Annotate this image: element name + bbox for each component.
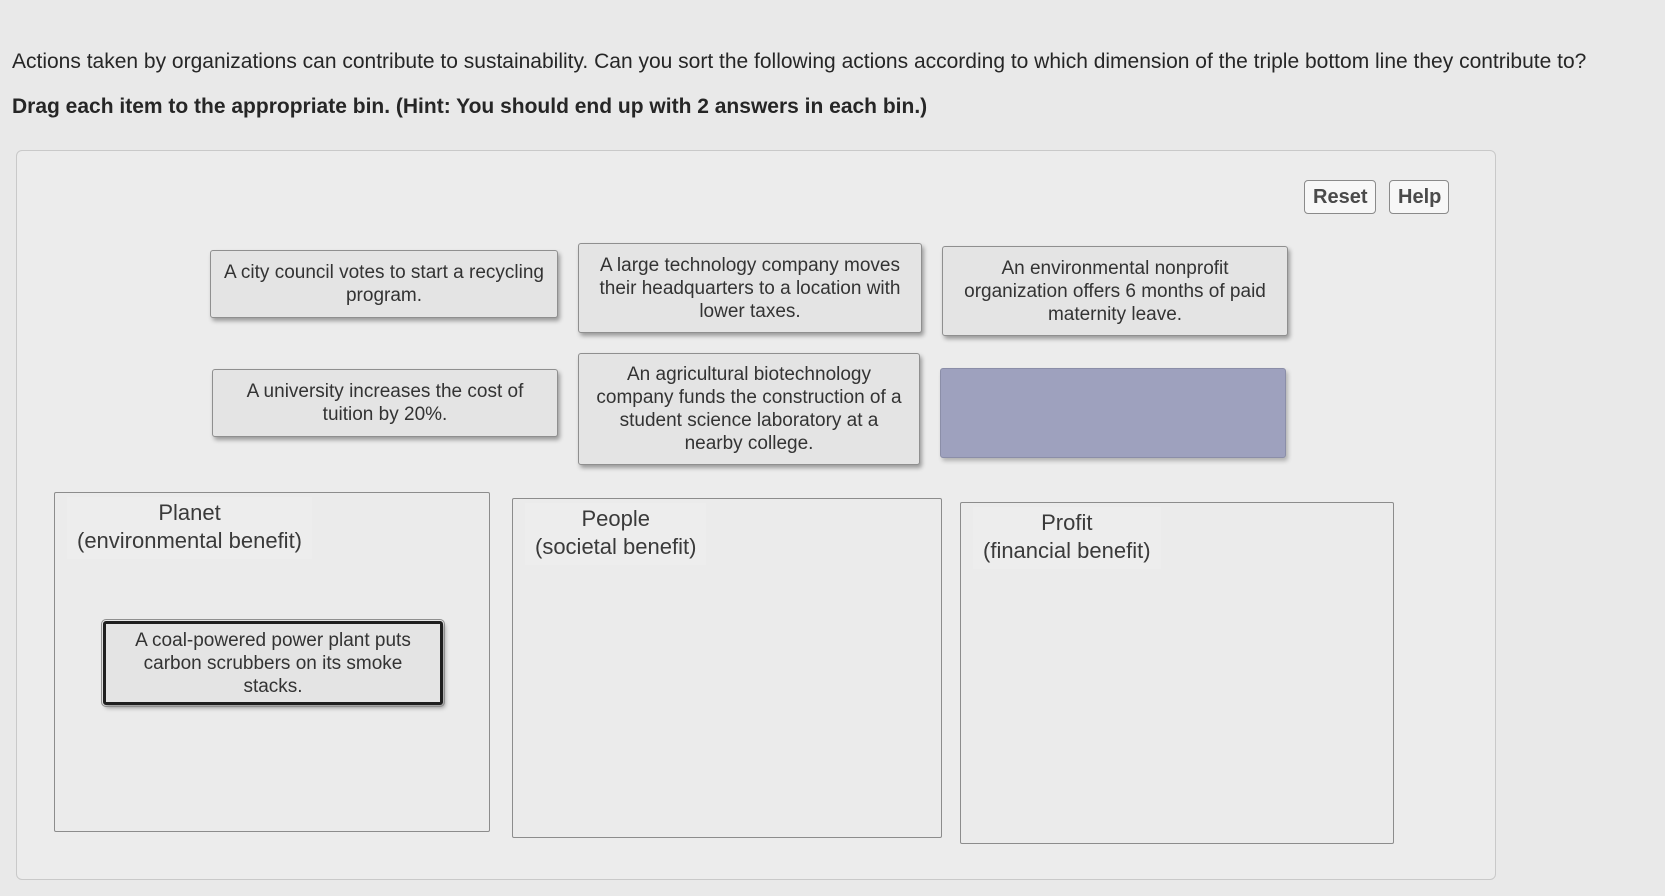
card-label: A university increases the cost of tuition by 20%. [246,381,524,425]
bin-title [973,507,1161,569]
bin-planet[interactable] [54,492,490,832]
instruction-text: Drag each item to the appropriate bin. (Hint: You should end up with 2 answers in each bin.) [12,95,928,118]
draggable-card-maternity[interactable] [942,246,1288,336]
card-label: A large technology company moves their headquarters to a location with lower taxes. [599,254,901,322]
draggable-card-tuition[interactable] [212,369,558,437]
bin-title [67,497,312,559]
bin-subtitle-label: (societal benefit) [535,534,697,559]
bin-subtitle-label: (environmental benefit) [77,528,303,553]
bin-profit[interactable] [960,502,1394,844]
bin-title-label: Planet [158,500,221,525]
draggable-card-recycling[interactable] [210,250,558,318]
card-label: A city council votes to start a recycling program. [224,262,544,306]
card-label: An agricultural biotechnology company funds the construction of a student science laboratory at a nearby college. [596,364,902,454]
bin-title-label: People [581,506,650,531]
bin-subtitle-label: (financial benefit) [983,538,1151,563]
question-text: Actions taken by organizations can contribute to sustainability. Can you sort the following actions according to which dimension of the triple bottom line they contribute to? [12,50,1587,73]
bin-title-label: Profit [1041,510,1093,535]
draggable-card-headquarters[interactable] [578,243,922,333]
bin-people[interactable] [512,498,942,838]
reset-button[interactable]: Reset [1304,180,1376,214]
help-button[interactable]: Help [1389,180,1449,214]
draggable-card-coal-scrubbers[interactable] [103,621,443,705]
bin-title [525,503,706,565]
card-label: An environmental nonprofit organization offers 6 months of paid maternity leave. [964,257,1266,325]
draggable-card-biotech[interactable] [578,353,920,465]
empty-card-slot [940,368,1286,458]
card-label: A coal-powered power plant puts carbon scrubbers on its smoke stacks. [135,629,411,697]
